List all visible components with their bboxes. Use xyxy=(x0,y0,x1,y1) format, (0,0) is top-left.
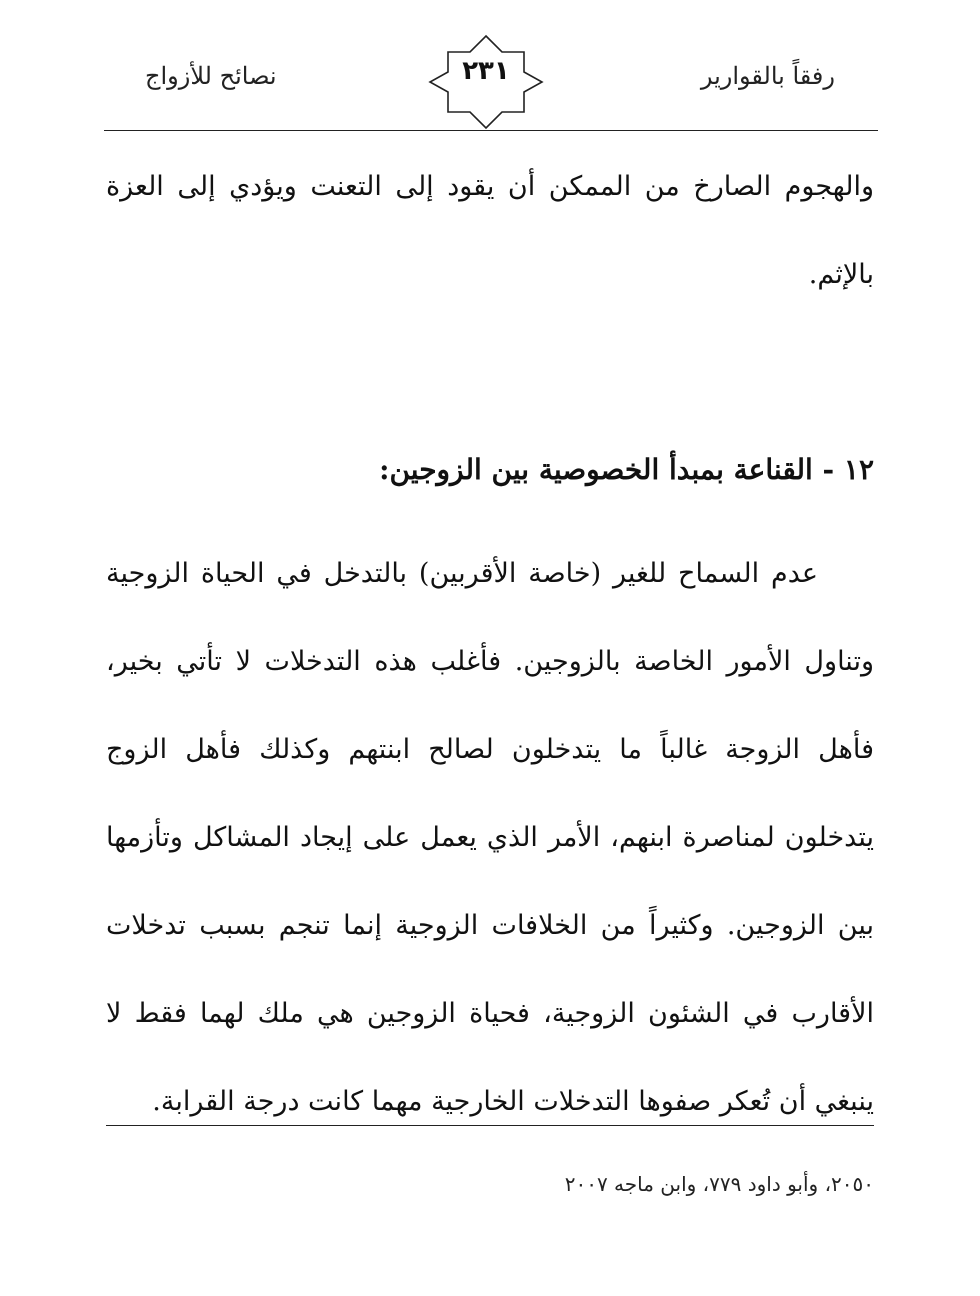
section-heading: ١٢ - القناعة بمبدأ الخصوصية بين الزوجين: xyxy=(379,453,874,486)
page-number: ٢٣١ xyxy=(462,56,510,86)
paragraph-continued: والهجوم الصارخ من الممكن أن يقود إلى التعنت ويؤدي إلى العزة بالإثم. xyxy=(106,171,874,290)
footnote-divider xyxy=(106,1125,874,1126)
footnote: ٢٠٥٠، وأبو داود ٧٧٩، وابن ماجه ٢٠٠٧ xyxy=(564,1172,874,1196)
page-number-badge xyxy=(428,34,544,130)
header-divider xyxy=(104,130,878,131)
paragraph-privacy: عدم السماح للغير (خاصة الأقربين) بالتدخل في الحياة الزوجية وتناول الأمور الخاصة بالزوجين. فأغلب هذه التدخلات لا تأتي بخير، فأهل الزوجة غالباً ما يتدخلون لصالح ابنتهم وكذلك فأهل الزوج يتدخلون لمناصرة ابنهم، الأمر الذي يعمل على إيجاد المشاكل وتأزمها بين الزوجين. وكثيراً من الخلافات الزوجية إنما تنجم بسبب تدخلات الأقارب في الشئون الزوجية، فحياة الزوجين هي ملك لهما فقط لا ينبغي أن تُعكر صفوها التدخلات الخارجية مهما كانت درجة القرابة. xyxy=(106,558,874,1117)
running-head-book-title: رفقاً بالقوارير xyxy=(700,62,835,90)
running-head-chapter-title: نصائح للأزواج xyxy=(145,62,277,90)
